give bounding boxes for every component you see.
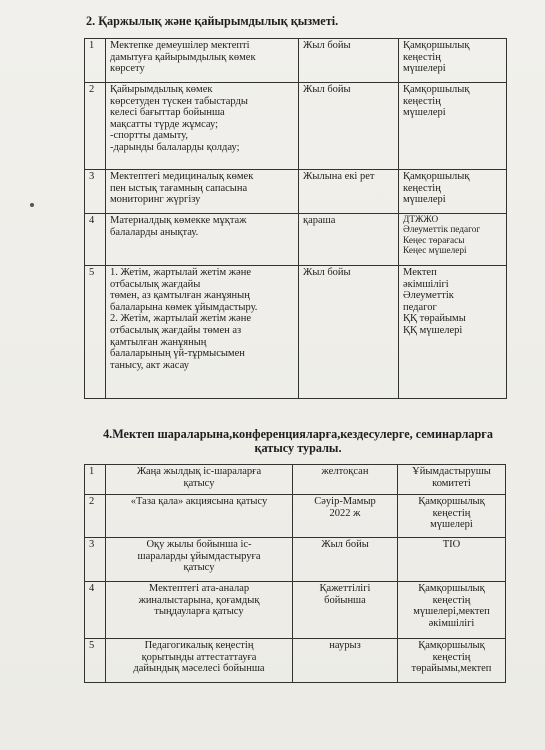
- text-line: мақсатты түрде жұмсау;: [110, 118, 219, 130]
- row-number: 2: [85, 495, 106, 538]
- text-line: Мектеп: [403, 267, 437, 278]
- timing-cell: [293, 582, 398, 639]
- text-line: кеңестің: [403, 51, 441, 63]
- text-line: дамытуға қайырымдылық көмек: [110, 51, 256, 63]
- text-line: Кеңес төрағасы: [403, 235, 465, 246]
- responsible-cell: [399, 39, 507, 83]
- text-line: Мектептегі медициналық көмек: [110, 171, 254, 182]
- text-line: көрсету: [110, 63, 145, 75]
- section-4-title: [88, 427, 508, 455]
- row-number: 3: [85, 538, 106, 582]
- section-2-title: 2. Қаржылық және қайырымдылық қызметі.: [86, 14, 339, 28]
- timing-cell: [293, 495, 398, 538]
- responsible-cell: [399, 214, 507, 266]
- text-line: дайындық мәселесі бойынша: [133, 663, 265, 675]
- activity-cell: [106, 170, 299, 214]
- text-line: 1. Жетім, жартылай жетім және: [110, 267, 251, 278]
- text-line: ТІО: [442, 539, 461, 550]
- text-line: қорытынды аттестаттауға: [141, 651, 257, 663]
- timing-cell: [293, 538, 398, 582]
- text-line: Ұйымдастырушы: [412, 466, 491, 477]
- text-line: Мектептегі ата-аналар: [148, 583, 250, 594]
- responsible-cell: [399, 170, 507, 214]
- timing-cell: Жыл бойы: [299, 39, 399, 83]
- activity-cell: [106, 39, 299, 83]
- table-row: [85, 639, 506, 683]
- timing-cell: Жыл бойы: [299, 83, 399, 170]
- title-line: 4.Мектеп шараларына,конференцияларға,кездесулерге, семинарларға: [103, 427, 493, 441]
- row-number: 1: [85, 465, 106, 495]
- text-line: ҚҚ төрайымы: [403, 313, 466, 325]
- text-line: төрайымы,мектеп: [411, 663, 492, 675]
- row-number: 4: [85, 582, 106, 639]
- responsible-cell: [398, 495, 506, 538]
- text-line: Педагогикалық кеңестің: [144, 640, 254, 651]
- activity-cell: [106, 266, 299, 399]
- text-line: Қамқоршылық: [403, 171, 470, 182]
- table-row: [85, 170, 507, 214]
- responsible-cell: [399, 83, 507, 170]
- responsible-cell: [398, 465, 506, 495]
- text-line: ҚҚ мүшелері: [403, 324, 463, 336]
- text-line: Қамқоршылық: [403, 40, 470, 51]
- table-row: [85, 582, 506, 639]
- timing-cell: Жылына екі рет: [299, 170, 399, 214]
- text-line: көрсетуден түскен табыстарды: [110, 95, 248, 107]
- text-line: шараларды ұйымдастыруға: [137, 550, 261, 562]
- text-line: 2. Жетім, жартылай жетім және: [110, 313, 251, 325]
- row-number: 4: [85, 214, 106, 266]
- table-row: [85, 39, 507, 83]
- text-line: отбасылық жағдайы төмен аз: [110, 324, 242, 336]
- text-line: отбасылық жағдайы: [110, 278, 201, 290]
- row-number: 2: [85, 83, 106, 170]
- text-line: наурыз: [329, 640, 361, 651]
- activity-cell: [106, 582, 293, 639]
- text-line: Мектепке демеушілер мектепті: [110, 40, 250, 51]
- row-number: 1: [85, 39, 106, 83]
- text-line: Қамқоршылық: [418, 640, 485, 651]
- text-line: әкімшілігі: [428, 617, 475, 629]
- text-line: балаларды анықтау.: [110, 226, 199, 238]
- activity-cell: [106, 465, 293, 495]
- text-line: мониторинг жүргізу: [110, 194, 201, 206]
- table-row: [85, 465, 506, 495]
- text-line: «Таза қала» акциясына қатысу: [130, 496, 268, 507]
- table-row: [85, 538, 506, 582]
- text-line: Қамқоршылық: [418, 496, 485, 507]
- activity-cell: [106, 639, 293, 683]
- text-line: Материалдық көмекке мұқтаж: [110, 215, 247, 226]
- text-line: Кеңес мүшелері: [403, 246, 467, 257]
- text-line: кеңестің: [432, 507, 471, 519]
- table-row: [85, 214, 507, 266]
- table-row: [85, 266, 507, 399]
- text-line: әкімшілігі: [403, 278, 449, 290]
- text-line: Сәуір-Мамыр: [314, 496, 376, 507]
- text-line: Жаңа жылдық іс-шараларға: [136, 466, 262, 477]
- text-line: кеңестің: [403, 182, 441, 194]
- text-line: бойынша: [324, 594, 366, 606]
- text-line: 2022 ж: [329, 507, 361, 519]
- text-line: мүшелері: [430, 519, 473, 531]
- text-line: қамтылған жанұяның: [110, 336, 207, 348]
- table-row: [85, 83, 507, 170]
- text-line: кеңестің: [432, 651, 471, 663]
- text-line: мүшелері: [403, 63, 446, 75]
- text-line: Қажеттілігі: [319, 583, 371, 594]
- text-line: мүшелері,мектеп: [413, 606, 490, 618]
- text-line: Қамқоршылық: [403, 84, 470, 95]
- text-line: Әлеуметтік педагог: [403, 225, 481, 236]
- text-line: Әлеуметтік: [403, 290, 454, 302]
- text-line: кеңестің: [432, 594, 471, 606]
- activity-cell: [106, 83, 299, 170]
- events-participation-table: [84, 464, 506, 683]
- timing-cell: [293, 465, 398, 495]
- responsible-cell: [398, 582, 506, 639]
- speck-mark: [30, 203, 34, 207]
- row-number: 5: [85, 266, 106, 399]
- finance-charity-table: [84, 38, 507, 399]
- timing-cell: [293, 639, 398, 683]
- text-line: ДТЖЖО: [403, 215, 439, 225]
- text-line: Қайырымдылық көмек: [110, 84, 213, 95]
- activity-cell: [106, 214, 299, 266]
- text-line: педагог: [403, 301, 437, 313]
- text-line: -спортты дамыту,: [110, 130, 188, 142]
- row-number: 5: [85, 639, 106, 683]
- activity-cell: [106, 538, 293, 582]
- responsible-cell: [398, 639, 506, 683]
- text-line: мүшелері: [403, 107, 446, 119]
- timing-cell: қараша: [299, 214, 399, 266]
- text-line: танысу, акт жасау: [110, 359, 189, 371]
- timing-cell: Жыл бойы: [299, 266, 399, 399]
- text-line: қатысу: [183, 477, 215, 489]
- text-line: пен ыстық тағамның сапасына: [110, 182, 248, 194]
- responsible-cell: [398, 538, 506, 582]
- text-line: балаларына көмек ұйымдастыру.: [110, 301, 258, 313]
- title-line: қатысу туралы.: [254, 441, 342, 455]
- text-line: кеңестің: [403, 95, 441, 107]
- table-row: [85, 495, 506, 538]
- text-line: тыңдауларға қатысу: [154, 606, 244, 618]
- row-number: 3: [85, 170, 106, 214]
- text-line: -дарынды балаларды қолдау;: [110, 141, 240, 153]
- text-line: балаларының үй-тұрмысымен: [110, 348, 245, 360]
- text-line: Жыл бойы: [321, 539, 369, 550]
- text-line: Қамқоршылық: [418, 583, 485, 594]
- text-line: жиналыстарына, қоғамдық: [138, 594, 260, 606]
- activity-cell: [106, 495, 293, 538]
- text-line: Оқу жылы бойынша іс-: [146, 539, 252, 550]
- text-line: желтоқсан: [321, 466, 369, 477]
- text-line: төмен, аз қамтылған жанұяның: [110, 290, 250, 302]
- text-line: қатысу: [183, 562, 215, 574]
- text-line: мүшелері: [403, 194, 446, 206]
- text-line: келесі бағыттар бойынша: [110, 107, 225, 119]
- text-line: комитеті: [432, 477, 471, 489]
- responsible-cell: [399, 266, 507, 399]
